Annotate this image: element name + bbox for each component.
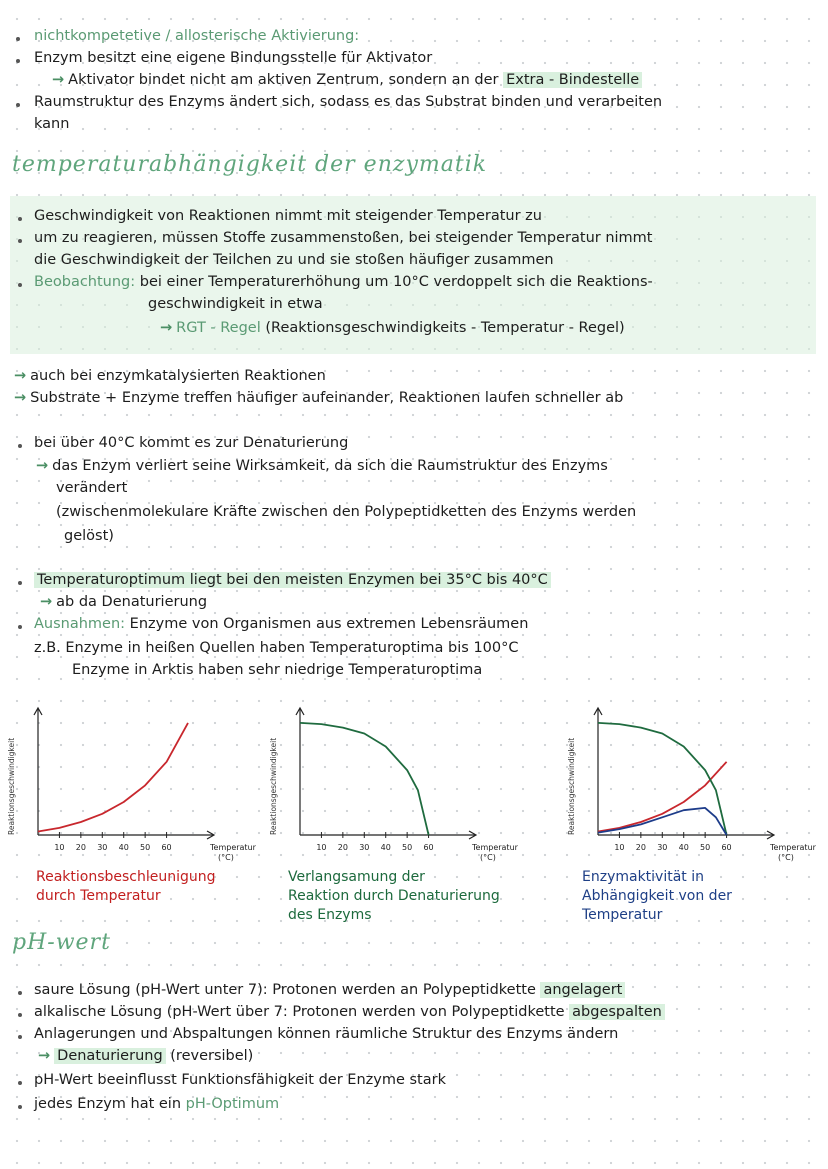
- x-axis-label: Temperatur: [770, 843, 816, 852]
- bullet: [18, 1081, 22, 1085]
- bullet: [18, 581, 22, 585]
- chart-denaturation: [262, 700, 518, 862]
- chart-enzyme-activity: [560, 700, 822, 860]
- text-line: um zu reagieren, müssen Stoffe zusammenstoßen, bei steigender Temperatur nimmt: [34, 230, 653, 246]
- text-line: kann: [34, 116, 70, 132]
- x-tick-label: 20: [635, 843, 646, 852]
- text-line: Temperaturoptimum liegt bei den meisten Enzymen bei 35°C bis 40°C: [34, 570, 551, 590]
- heading-temperature: temperaturabhängigkeit der enzymatik: [12, 152, 488, 177]
- bullet: [18, 1035, 22, 1039]
- heading-ph: pH-wert: [12, 930, 111, 955]
- text-line: → auch bei enzymkatalysierten Reaktionen: [14, 368, 326, 384]
- series-line: [598, 808, 727, 835]
- y-axis-label: Reaktionsgeschwindigkeit: [567, 737, 576, 835]
- text-line: → Denaturierung (reversibel): [38, 1048, 254, 1064]
- x-tick-label: 50: [700, 843, 711, 852]
- text-line: Anlagerungen und Abspaltungen können räumliche Struktur des Enzyms ändern: [34, 1026, 619, 1042]
- x-tick-label: 10: [54, 843, 65, 852]
- x-tick-label: 50: [402, 843, 413, 852]
- text-line: (zwischenmolekulare Kräfte zwischen den Polypeptidketten des Enzyms werden: [56, 504, 637, 520]
- ph-optimum-term: pH-Optimum: [185, 1096, 280, 1112]
- arrow-right-icon: →: [14, 390, 27, 406]
- text-line: Enzyme in Arktis haben sehr niedrige Temperaturoptima: [72, 662, 483, 678]
- text-line: pH-Wert beeinflusst Funktionsfähigkeit der Enzyme stark: [34, 1072, 446, 1088]
- label-exceptions: Ausnahmen:: [34, 616, 126, 632]
- x-tick-label: 30: [97, 843, 108, 852]
- text-line: Enzym besitzt eine eigene Bindungsstelle für Aktivator: [34, 50, 433, 66]
- x-tick-label: 20: [75, 843, 86, 852]
- bullet: [18, 283, 22, 287]
- rgt-rule: RGT - Regel: [176, 320, 261, 336]
- x-tick-label: 50: [140, 843, 151, 852]
- x-axis-label: Temperatur: [210, 843, 256, 852]
- text-line: Ausnahmen: Enzyme von Organismen aus extremen Lebensräumen: [34, 616, 529, 632]
- x-axis-unit: (°C): [480, 853, 496, 862]
- text-line: Geschwindigkeit von Reaktionen nimmt mit steigender Temperatur zu: [34, 208, 542, 224]
- x-tick-label: 40: [380, 843, 391, 852]
- y-axis-label: Reaktionsgeschwindigkeit: [269, 737, 278, 835]
- arrow-right-icon: →: [160, 320, 173, 336]
- bullet: [18, 991, 22, 995]
- x-tick-label: 40: [678, 843, 689, 852]
- chart-reaction-acceleration: [0, 700, 256, 862]
- caption-chart-2: Verlangsamung der Reaktion durch Denaturierung des Enzyms: [288, 869, 500, 923]
- text-line: saure Lösung (pH-Wert unter 7): Protonen werden an Polypeptidkette angelagert: [34, 980, 625, 1000]
- x-tick-label: 60: [721, 843, 732, 852]
- text-line: → Substrate + Enzyme treffen häufiger aufeinander, Reaktionen laufen schneller ab: [14, 390, 624, 406]
- series-line: [38, 723, 188, 832]
- bullet: [16, 59, 20, 63]
- text-line: verändert: [56, 480, 128, 496]
- bullet: [18, 625, 22, 629]
- series-line: [300, 723, 429, 835]
- text-line: Raumstruktur des Enzyms ändert sich, sodass es das Substrat binden und verarbeiten: [34, 94, 663, 110]
- bullet: [18, 1105, 22, 1109]
- bullet: [18, 217, 22, 221]
- text-line: alkalische Lösung (pH-Wert über 7: Protonen werden von Polypeptidkette abgespalten: [34, 1002, 665, 1022]
- text-line: jedes Enzym hat ein pH-Optimum: [34, 1096, 280, 1112]
- text-line: geschwindigkeit in etwa: [148, 296, 323, 312]
- x-tick-label: 10: [614, 843, 625, 852]
- x-axis-unit: (°C): [778, 853, 794, 862]
- bullet: [18, 239, 22, 243]
- text-line: gelöst): [64, 528, 114, 544]
- arrow-right-icon: →: [36, 458, 49, 474]
- text-line: die Geschwindigkeit der Teilchen zu und sie stoßen häufiger zusammen: [34, 252, 554, 268]
- series-line: [598, 762, 727, 832]
- x-tick-label: 30: [657, 843, 668, 852]
- text-line: → ab da Denaturierung: [40, 594, 208, 610]
- caption-chart-1: Reaktionsbeschleunigung durch Temperatur: [36, 869, 216, 904]
- x-axis-label: Temperatur: [472, 843, 518, 852]
- x-tick-label: 60: [423, 843, 434, 852]
- bullet: [18, 444, 22, 448]
- arrow-right-icon: →: [52, 72, 65, 88]
- text-line: → RGT - Regel (Reaktionsgeschwindigkeits - Temperatur - Regel): [160, 320, 625, 336]
- text-line: → das Enzym verliert seine Wirksamkeit, da sich die Raumstruktur des Enzyms: [36, 458, 608, 474]
- text-line: Beobachtung: bei einer Temperaturerhöhung um 10°C verdoppelt sich die Reaktions-: [34, 274, 653, 290]
- x-tick-label: 60: [161, 843, 172, 852]
- arrow-right-icon: →: [14, 368, 27, 384]
- highlighted-term: Extra - Bindestelle: [503, 72, 642, 88]
- text-line: bei über 40°C kommt es zur Denaturierung: [34, 435, 349, 451]
- section-title-allosteric: nichtkompetetive / allosterische Aktivierung:: [34, 28, 360, 44]
- x-tick-label: 10: [316, 843, 327, 852]
- label-observation: Beobachtung:: [34, 274, 136, 290]
- text-line: z.B. Enzyme in heißen Quellen haben Temperaturoptima bis 100°C: [34, 640, 519, 656]
- x-tick-label: 30: [359, 843, 370, 852]
- bullet: [16, 103, 20, 107]
- bullet: [16, 37, 20, 41]
- arrow-right-icon: →: [40, 594, 53, 610]
- text-line: → Aktivator bindet nicht am aktiven Zentrum, sondern an der Extra - Bindestelle: [52, 70, 642, 90]
- caption-chart-3: Enzymaktivität in Abhängigkeit von der Temperatur: [582, 869, 732, 923]
- x-tick-label: 20: [337, 843, 348, 852]
- x-tick-label: 40: [118, 843, 129, 852]
- y-axis-label: Reaktionsgeschwindigkeit: [7, 737, 16, 835]
- x-axis-unit: (°C): [218, 853, 234, 862]
- bullet: [18, 1013, 22, 1017]
- arrow-right-icon: →: [38, 1048, 51, 1064]
